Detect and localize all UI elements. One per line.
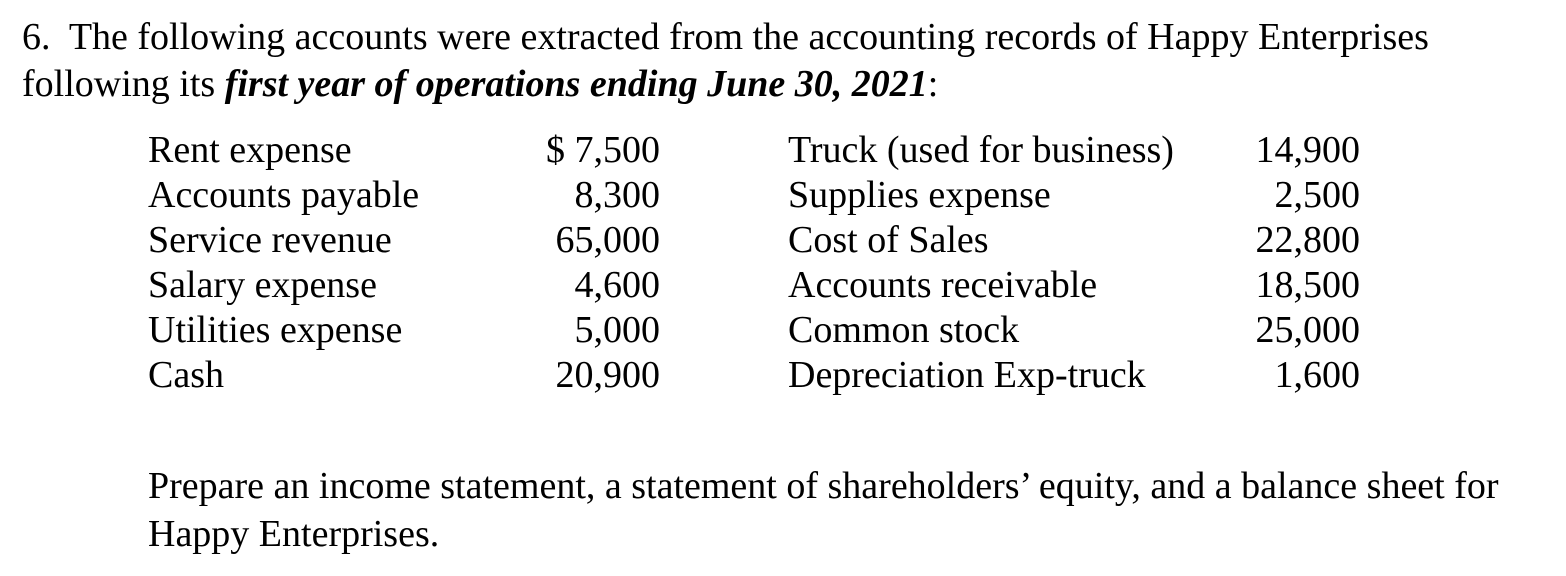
accounts-table [148,128,1360,398]
account-name: Cost of Sales [788,219,989,261]
account-row [148,353,1360,398]
account-amount: 20,900 [555,354,660,396]
account-amount: 22,800 [1255,219,1360,261]
account-amount: 18,500 [1255,264,1360,306]
question-text-end: : [927,63,939,105]
account-name: Service revenue [148,219,392,261]
account-row [148,173,1360,218]
account-row [148,308,1360,353]
account-amount: 25,000 [1255,309,1360,351]
account-amount: 4,600 [574,264,660,306]
account-name: Accounts receivable [788,264,1098,306]
account-amount: 2,500 [1274,174,1360,216]
account-amount: 1,600 [1274,354,1360,396]
account-amount: $ 7,500 [546,129,660,171]
account-name: Accounts payable [148,174,420,216]
account-amount: 65,000 [555,219,660,261]
account-name: Truck (used for business) [788,129,1174,171]
account-name: Cash [148,354,224,396]
account-name: Supplies expense [788,174,1051,216]
question-number: 6. [22,16,51,58]
question-prompt [22,14,1542,108]
account-row [148,263,1360,308]
account-row [148,128,1360,173]
account-amount: 14,900 [1255,129,1360,171]
account-name: Salary expense [148,264,377,306]
question-emphasis: first year of operations ending June 30, 2021 [224,63,928,105]
account-name: Depreciation Exp-truck [788,354,1146,396]
account-amount: 5,000 [574,309,660,351]
instruction-text: Prepare an income statement, a statement of shareholders’ equity, and a balance sheet for Happy Enterprises. [148,465,1499,555]
account-row [148,218,1360,263]
question-text: The following accounts were extracted from the accounting records of Happy Enterprises following its [22,16,1429,105]
account-name: Rent expense [148,129,352,171]
account-name: Common stock [788,309,1020,351]
account-amount: 8,300 [574,174,660,216]
account-name: Utilities expense [148,309,403,351]
